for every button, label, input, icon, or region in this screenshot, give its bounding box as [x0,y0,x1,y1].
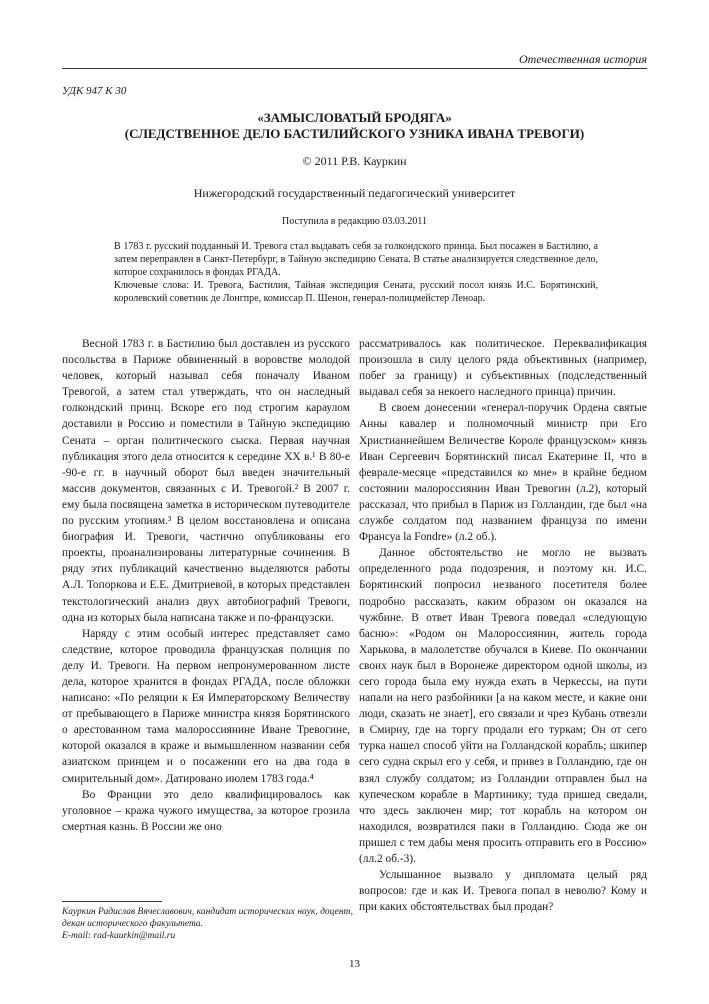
paragraph: В своем донесении «генерал-поручик Ордена святые Анны кавалер и полномочный министр при Его Христианнейшем Величестве Короле французском» князь Иван Сергеевич Борятинский писал Екатерине II, что в феврале-месяце «представился ко мне» в крайне бедном состоянии малороссиянин Иван Тревогин (л.2), который рассказал, что прибыл в Париж из Голландии, где был «на службе солдатом под названием француза по имени Франсуа la Fondre» (л.2 об.). [359,402,647,544]
abstract-block [114,240,598,305]
footnote-rule [62,901,162,902]
body-column-right [359,336,647,915]
paragraph-continued: рассматривалось как политическое. Переквалификация произошла в силу целого ряда объективных (например, побег за границу) и субъективных (подследственный выдавал себя за некоего наследного принца) причин. [359,338,647,399]
received-date: Поступила в редакцию 03.03.2011 [282,216,427,227]
title-line-2: (СЛЕДСТВЕННОЕ ДЕЛО БАСТИЛИЙСКОГО УЗНИКА ИВАНА ТРЕВОГИ) [124,126,585,141]
abstract-text: В 1783 г. русский подданный И. Тревога стал выдавать себя за голкондского принца. Был посажен в Бастилию, а затем переправлен в Санкт-Петербург, в Тайную экспедицию Сената. В статье анализируется следственное дело, которое сохранилось в фондах РГАДА. [114,241,598,278]
paragraph: Во Франции это дело квалифицировалось как уголовное – кража чужого имущества, за которое грозила смертная казнь. В России же оно [62,788,350,833]
paragraph: Весной 1783 г. в Бастилию был доставлен из русского посольства в Париже обвиненный в воровстве молодой человек, который называл себя поначалу Иваном Тревогой, а затем стал утверждать, что он наследный голкондский принц. Вскоре его под строгим караулом доставили в Россию и поместили в Тайную экспедицию Сената – орган политического сыска. Первая научная публикация этого дела относится к середине XX в.¹ В 80-е -90-е гг. в научный оборот был введен значительный массив документов, связанных с И. Тревогой.² В 2007 г. ему была посвящена заметка в историческом путеводителе по русским утопиям.³ В целом восстановлена и описана биография И. Тревоги, частично опубликованы его проекты, проанализированы литературные сочинения. В ряду этих публикаций качественно выделяются работы А.Л. Топоркова и Е.Е. Дмитриевой, в которых представлен текстологический анализ двух автобиографий Тревоги, одна из которых была написана также и по-французски. [62,338,350,624]
author-footnote [62,906,354,942]
title-line-1: «ЗАМЫСЛОВАТЫЙ БРОДЯГА» [257,110,452,125]
udk-code: УДК 947 К 30 [62,85,127,97]
paragraph: Наряду с этим особый интерес представляет само следствие, которое проводила французская полиция по делу И. Тревоги. На первом непронумерованном листе дела, которое хранится в фондах РГАДА, после обложки написано: «По реляции к Ея Императорскому Величеству от пребывающего в Париже министра князя Борятинского о арестованном тама малороссиянине Иване Тревогине, которой оказался в краже и вымышленном названии себя азиатском принцем и о посажении его на два года в смирительный дом». Датировано июлем 1783 года.⁴ [62,627,350,785]
author-info: Кауркин Радислав Вячеславович, кандидат исторических наук, доцент, декан исторического факультета. [62,907,354,929]
body-column-left [62,336,350,835]
paragraph: Данное обстоятельство не могло не вызвать определенного рода подозрения, и поэтому кн. И.С. Борятинский попросил незваного посетителя более подробно рассказать, каким образом он оказался на чужбине. В ответ Иван Тревога поведал «следующую басню»: «Родом он Малороссиянин, житель города Харькова, в малолетстве обучался в Киеве. По окончании своих наук был в Воронеже директором одной школы, из сего города была ему нужда ехать в Черкессы, на пути напали на него разбойники [а на каком месте, и какие они люди, сказать не знает], его связали и чрез Кубань отвезли в Смирну, где на торгу продали его туркам; Он от сего турка нашел способ уйти на Голландской корабль; шкипер сего судна скрыл его у себя, и привез в Голландию, где он взял службу солдатом; из Голландии отправлен был на купеческом корабле в Мартинику; туда пришед сведали, что здесь заключен мир; тот корабль на котором он находился, возвратился паки в Голландию. Сюда же он пришел с тем дабы меня просить отправить его в Россию» (лл.2 об.-3). [359,547,647,865]
author-line: © 2011 Р.В. Кауркин [302,154,407,168]
page-number: 13 [349,958,360,970]
article-title [62,110,647,142]
running-head: Отечественная история [519,52,647,66]
author-email: E-mail: rad-kaurkin@mail.ru [62,931,176,941]
paragraph: Услышанное вызвало у дипломата целый ряд вопросов: где и как И. Тревога попал в неволю? Кому и при каких обстоятельствах был продан? [359,869,647,914]
keywords: Ключевые слова: И. Тревога, Бастилия, Тайная экспедиция Сената, русский посол князь И.С. Борятинский, королевский советник де Лонгпре, комиссар П. Шенон, генерал-полицмейстер Леноар. [114,280,598,304]
header-rule [62,68,647,69]
affiliation: Нижегородский государственный педагогический университет [193,186,516,200]
